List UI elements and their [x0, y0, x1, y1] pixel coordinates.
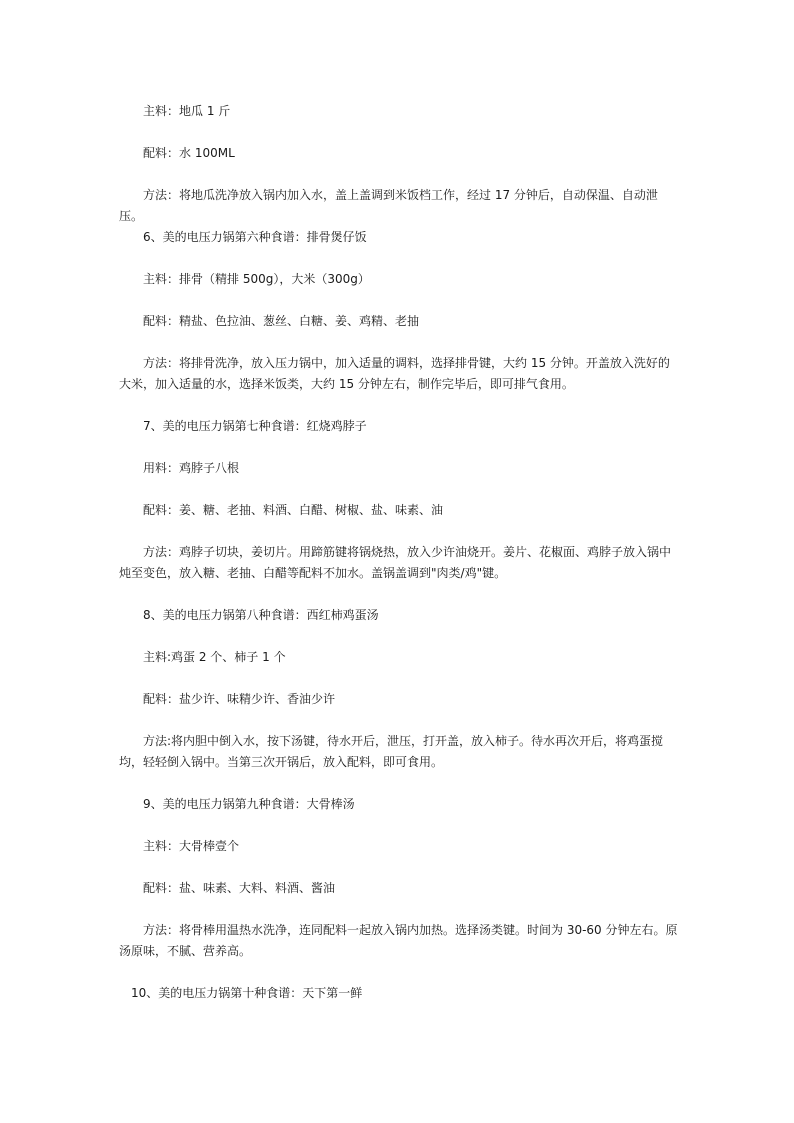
main-ingredient-line: 主料:鸡蛋 2 个、柿子 1 个 — [143, 650, 286, 664]
main-ingredient-line: 主料：排骨（精排 500g），大米（300g） — [143, 272, 370, 286]
main-ingredient-line: 主料：大骨棒壹个 — [143, 839, 240, 853]
main-ingredient-line: 主料：地瓜 1 斤 — [143, 104, 231, 118]
ingredient-line: 用料：鸡脖子八根 — [143, 461, 240, 475]
recipe-heading-10: 10、美的电压力锅第十种食谱：天下第一鲜 — [131, 986, 363, 1000]
method-paragraph: 方法：鸡脖子切块，姜切片。用蹄筋键将锅烧热，放入少许油烧开。姜片、花椒面、鸡脖子放入锅中炖至变色，放入糖、老抽、白醋等配料不加水。盖锅盖调到"肉类/鸡"键。 — [119, 545, 672, 580]
side-ingredient-line: 配料：盐、味素、大料、料酒、酱油 — [143, 881, 336, 895]
recipe-heading-8: 8、美的电压力锅第八种食谱：西红柿鸡蛋汤 — [143, 608, 379, 622]
recipe-heading-7: 7、美的电压力锅第七种食谱：红烧鸡脖子 — [143, 419, 367, 433]
method-paragraph: 方法:将内胆中倒入水，按下汤键，待水开后，泄压，打开盖，放入柿子。待水再次开后，将鸡蛋搅均，轻轻倒入锅中。当第三次开锅后，放入配料，即可食用。 — [119, 734, 664, 769]
method-paragraph: 方法：将排骨洗净，放入压力锅中，加入适量的调料，选择排骨键，大约 15 分钟。开盖放入洗好的大米，加入适量的水，选择米饭类，大约 15 分钟左右，制作完毕后，即可排气食用。 — [119, 356, 670, 391]
recipe-heading-6: 6、美的电压力锅第六种食谱：排骨煲仔饭 — [143, 230, 367, 244]
side-ingredient-line: 配料：水 100ML — [143, 146, 235, 160]
side-ingredient-line: 配料：姜、糖、老抽、料酒、白醋、树椒、盐、味素、油 — [143, 503, 444, 517]
method-paragraph: 方法：将骨棒用温热水洗净，连同配料一起放入锅内加热。选择汤类键。时间为 30-60 分钟左右。原汤原味，不腻、营养高。 — [119, 923, 678, 958]
side-ingredient-line: 配料：精盐、色拉油、葱丝、白糖、姜、鸡精、老抽 — [143, 314, 420, 328]
side-ingredient-line: 配料：盐少许、味精少许、香油少许 — [143, 692, 336, 706]
method-paragraph: 方法：将地瓜洗净放入锅内加入水，盖上盖调到米饭档工作，经过 17 分钟后，自动保温、自动泄压。 — [119, 188, 658, 223]
recipe-heading-9: 9、美的电压力锅第九种食谱：大骨棒汤 — [143, 797, 355, 811]
